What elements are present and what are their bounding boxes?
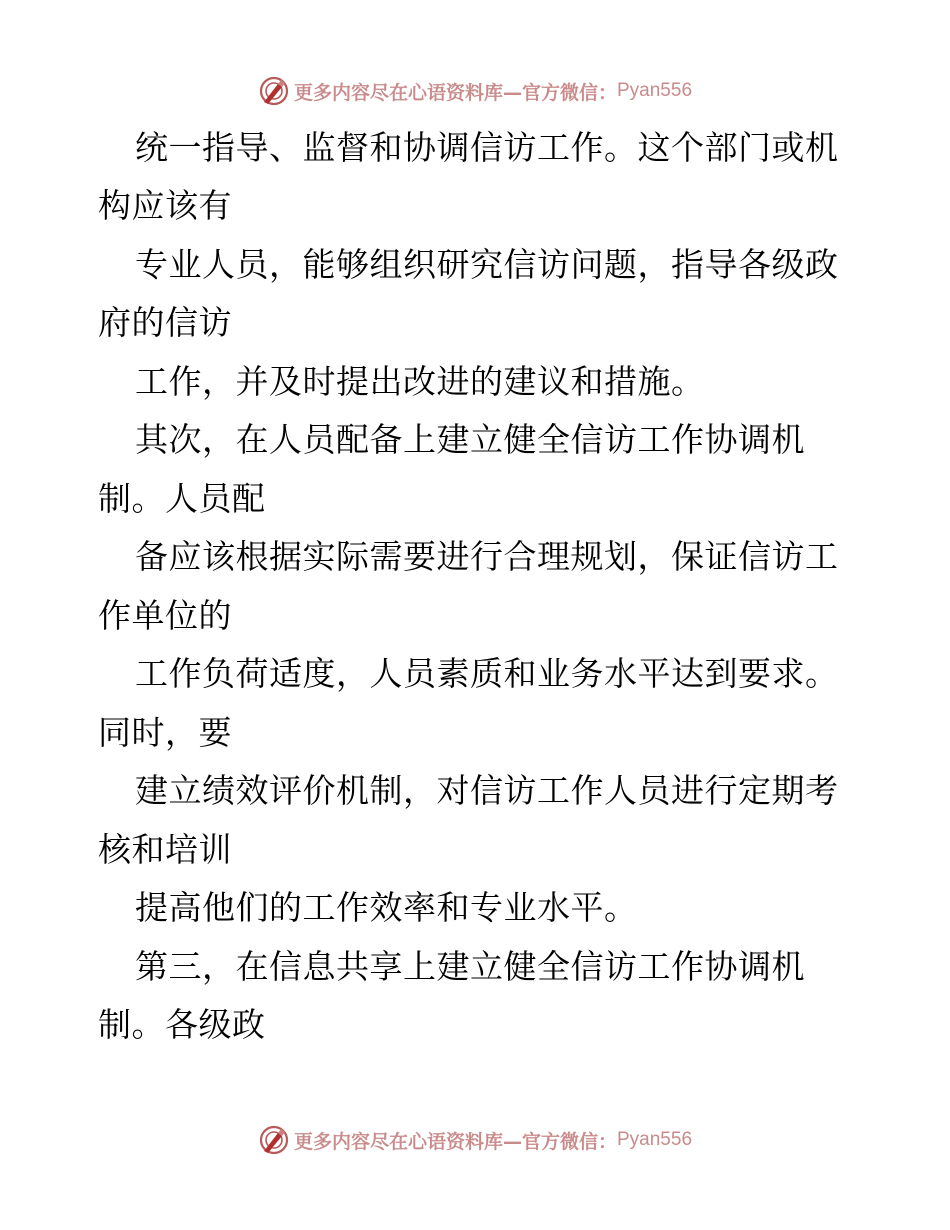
pen-logo-icon xyxy=(258,1124,290,1156)
paragraph-line: 统一指导、监督和协调信访工作。这个部门或机 xyxy=(135,128,839,167)
paragraph-line: 工作负荷适度，人员素质和业务水平达到要求。 xyxy=(135,654,839,693)
paragraph-line: 其次，在人员配备上建立健全信访工作协调机 xyxy=(135,420,805,459)
paragraph-line: 专业人员，能够组织研究信访问题，指导各级政 xyxy=(135,245,839,284)
paragraph-line: 核和培训 xyxy=(98,830,232,869)
paragraph-line: 构应该有 xyxy=(98,186,232,225)
paragraph-line: 制。各级政 xyxy=(98,1005,266,1044)
watermark-wechat-id: Pyan556 xyxy=(617,1129,693,1150)
paragraph-line: 提高他们的工作效率和专业水平。 xyxy=(135,888,638,927)
paragraph-line: 第三，在信息共享上建立健全信访工作协调机 xyxy=(135,947,805,986)
watermark-text: 更多内容尽在心语资料库—官方微信： xyxy=(293,1130,617,1153)
watermark-text: 更多内容尽在心语资料库—官方微信： xyxy=(293,81,617,104)
watermark-wechat-id: Pyan556 xyxy=(617,80,693,101)
paragraph-line: 备应该根据实际需要进行合理规划，保证信访工 xyxy=(135,537,839,576)
paragraph-line: 府的信访 xyxy=(98,303,232,342)
paragraph-line: 作单位的 xyxy=(98,596,232,635)
paragraph-line: 同时，要 xyxy=(98,713,232,752)
paragraph-line: 制。人员配 xyxy=(98,479,266,518)
pen-logo-icon xyxy=(258,75,290,107)
header-watermark xyxy=(0,71,950,111)
paragraph-line: 建立绩效评价机制，对信访工作人员进行定期考 xyxy=(135,771,839,810)
paragraph-line: 工作，并及时提出改进的建议和措施。 xyxy=(135,362,705,401)
footer-watermark xyxy=(0,1120,950,1160)
